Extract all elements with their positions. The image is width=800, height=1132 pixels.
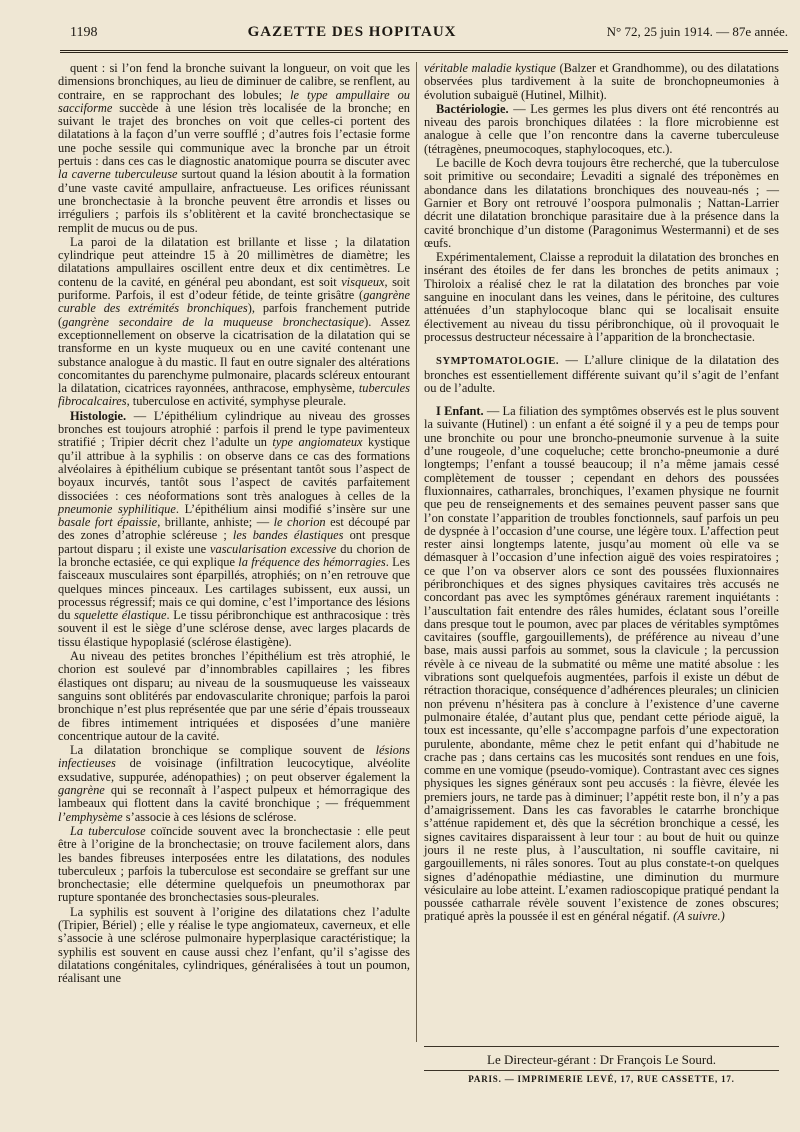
- paragraph: [58, 62, 410, 235]
- paragraph: [58, 410, 410, 649]
- body-text: Expérimentalement, Claisse a reproduit la dilatation des bronches en insérant des étoiles de fer dans les bronches de petits animaux ; Thiroloix a réalisé chez le rat la dilatation des bronches par voie sanguine en inoculant dans les veines, dans le péritoine, des cultures atténuées d’un staphylocoque blanc qui se localisait ensuite électivement au niveau du tissu péribronchique, où il provoquait le processus destructeur nécessaire à l’apparition de la bronchectasie.: [424, 250, 779, 344]
- paragraph: [58, 744, 410, 824]
- paragraph: [424, 251, 779, 344]
- italic-text: type angiomateux: [272, 435, 363, 450]
- body-text: — L’allure clinique de la dilatation des bronches est essentiellement différente suivant qu’il s’agit de l’enfant ou de l’adulte.: [424, 353, 779, 395]
- body-text: . L’épithélium ainsi modifié s’insère sur une: [175, 501, 411, 516]
- body-text: kystique qu’il attribue à la syphilis : on observe dans ce cas des formations alvéolaires à épithélium cubique se présentant tantôt sous l’aspect de boyaux incurvés, tantôt sous l’aspect de cavités parfaitement dissociées : ces néoformations sont très analogues à celles de la: [58, 435, 410, 503]
- body-text: . Le tissu péribronchique est anthracosique : très souvent il est le siège d’une sclérose dense, avec larges placards de tissu élastique hypoplasié (sclérose élastigène).: [58, 608, 410, 649]
- italic-text: tubercules fibrocalcaires: [58, 381, 410, 409]
- italic-text: la fréquence des hémorragies: [238, 554, 386, 569]
- italic-text: l’emphysème: [58, 809, 123, 824]
- page-header: [70, 24, 788, 50]
- imprimerie-line: PARIS. — IMPRIMERIE LEVÉ, 17, RUE CASSETTE, 17.: [468, 1074, 735, 1084]
- heading-text: Histologie.: [70, 408, 127, 423]
- heading-text: SYMPTOMATOLOGIE.: [436, 356, 560, 368]
- italic-text: (A suivre.): [673, 909, 725, 924]
- body-text: est découpé par des zones d’atrophie scléreuse ;: [58, 515, 410, 543]
- issue-info: N° 72, 25 juin 1914. — 87e année.: [606, 24, 788, 39]
- italic-text: gangrène curable des extrémités bronchiques: [58, 288, 410, 316]
- body-text: — La filiation des symptômes observés est le plus souvent la suivante (Hutinel) : un enfant a été soigné il y a peu de temps pour une bronchite ou pour une broncho-pneumonie survenue à la suite d’une rougeole, d’une coqueluche; cette broncho-pneumonie a duré longtemps; l’enfant a toussé beaucoup; il n’a même jamais cessé complètement de tousser ; cependant en dehors des poussées fluxionnaires, catharrales, bronchiques, l’examen physique ne fournit que peu de renseignements et des semaines peuvent passer sans que l’on constate l’apparition de troubles fonctionnels, sauf parfois un peu de dyspnée à l’occasion d’une course, une légère toux. L’affection peut rester ainsi longtemps latente, jusqu’au moment où elle va se démasquer à l’occasion d’une infection aiguë des voies respiratoires ; ce que l’on va observer alors ce sont des poussées fluxionnaires péribronchiques et des signes physiques cavitaires très accusés ne concordant pas avec les symptômes généraux rarement inquiétants : l’auscultation fait entendre des râles humides, éclatant sous l’oreille dans presque tout le poumon, avec par places de véritables symptômes cavitaires (souffle, gargouillements), de préférence au niveau d’une base, mais aussi parfois au sommet, sous la clavicule ; la percussion révèle à ce niveau de la submatité ou même une matité absolue : les vibrations sont quelquefois augmentées, parfois il existe un début de rétraction thoracique, conséquence d’adhérences pleurales; un clinicien non prévenu n’hésitera pas à conclure à l’existence d’une caverne pulmonaire étalée, d’autant plus que, pendant cette période aiguë, la toux est incessante, qu’elle s’accompagne parfois d’une expectoration purulente, abondante, même chez le petit enfant qui d’habitude ne crache pas ; dans certains cas les mucosités sont rendues en une fois, comme en une vomique (pseudo-vomique). Contrastant avec ces signes physiques les signes généraux sont peu accusés : la fièvre, élevée les premiers jours, ne tarde pas à diminuer; l’appétit reste bon, il n’y a pas d’amaigrissement. Dans les cas favorables le catarrhe bronchique s’atténue rapidement et, dès que la sécrétion bronchique a cessé, les signes cavitaires disparaissent à leur tour : au bout de huit ou quinze jours il ne reste plus, à l’auscultation, ni souffle cavitaire, ni gargouillements, ni râles sonores. Tout au plus constate-t-on quelques signes d’adénopathie médiastine, une diminution du murmure vésiculaire au lobe atteint. L’examen radioscopique pratiqué pendant la poussée catharrale révèle souvent l’existence de zones obscures; pratiqué après la poussée il est en général négatif.: [424, 404, 780, 924]
- paragraph: [424, 103, 779, 156]
- body-text: Le bacille de Koch devra toujours être recherché, que la tuberculose soit primitive ou secondaire; Levaditi a signalé des tréponèmes en abondance dans les dilatations bronchiques des nouveau-nés ; — Garnier et Bory ont retrouvé l’oospora pulmonalis ; Nattan-Larrier décrit une dilatation bronchique parasitaire due à la présence dans la cavité bronchique d’un distome (Paragonimus Westermanni) et de ses œufs.: [424, 156, 779, 250]
- italic-text: la caverne tuberculeuse: [58, 167, 178, 182]
- body-text: quent : si l’on fend la bronche suivant la longueur, on voit que les dimensions bronchiques, au lieu de diminuer de calibre, se renflent, au contraire, en se rapprochant des lobules;: [58, 61, 410, 102]
- right-column: [424, 62, 779, 925]
- italic-text: gangrène secondaire de la muqueuse bronchectasique: [62, 314, 365, 329]
- heading-text: Bactériologie.: [436, 101, 509, 116]
- left-column: [58, 62, 410, 986]
- footer-rule-bottom: [424, 1070, 779, 1071]
- paragraph: [424, 62, 779, 102]
- body-text: de voisinage (infiltration leucocytique, alvéolite exsudative, suppurée, adénopathies) ; on peut observer également la: [58, 756, 410, 784]
- italic-text: le type ampullaire ou sacciforme: [58, 87, 410, 115]
- body-text: — Les germes les plus divers ont été rencontrés au niveau des parois bronchiques dilatées : la flore microbienne est analogue à celle que l’on rencontre dans la caverne tuberculeuse (tétragènes, pneumocoques, staphylocoques, etc.).: [424, 101, 779, 156]
- italic-text: visqueux: [341, 274, 385, 289]
- italic-text: véritable maladie kystique: [424, 61, 556, 75]
- heading-text: I Enfant.: [436, 404, 484, 419]
- journal-title: GAZETTE DES HOPITAUX: [247, 24, 457, 40]
- body-text: La dilatation bronchique se complique souvent de: [70, 743, 376, 758]
- paragraph: [424, 354, 779, 395]
- italic-text: gangrène: [58, 783, 105, 798]
- body-text: La paroi de la dilatation est brillante et lisse ; la dilatation cylindrique peut atteindre 15 à 20 millimètres de diamètre; les dilatations ampullaires oscillent entre deux et dix centimètres. Le contenu de la cavité, en général peu abondant, est soit: [58, 234, 410, 289]
- italic-text: squelette élastique: [74, 608, 167, 623]
- body-text: ). Assez exceptionnellement on observe la cicatrisation de la dilatation qui se transforme en un kyste muqueux ou en une cavité contenant une substance analogue à du mastic. Il faut en outre signaler des altérations concomitantes du parenchyme pulmonaire, placards scléreux entourant la dilatation, cicatrices rayonnées, anthracose, emphysème,: [58, 314, 410, 396]
- body-text: succède à une lésion très localisée de la bronche; en suivant le trajet des bronches on voit que celles-ci portent des dilatations à la façon d’un verre soufflé ; d’autres fois l’ectasie forme une poche sessile qui communique avec la bronche par un étroit pertuis : dans ces cas le diagnostic anatomique pourra se discuter avec: [58, 100, 410, 169]
- paragraph: [58, 650, 410, 743]
- italic-text: les bandes élastiques: [232, 528, 344, 543]
- body-text: coïncide souvent avec la bronchectasie : elle peut être à l’origine de la bronchectasie; on trouve facilement alors, dans les bandes fibreuses interposées entre les dilatations, des nodules tuberculeux ; parfois la tuberculose est secondaire se greffant sur une bronchectasie; elle détermine quelquefois un pneumothorax par rupture spontanée des bronchectasies sous-pleurales.: [58, 823, 410, 905]
- column-divider: [416, 62, 417, 1042]
- body-text: (Balzer et Grandhomme), ou des dilatations observées plus tardivement à la suite de bronchopneumonies à évolution subaiguë (Hutinel, Milhit).: [424, 61, 779, 102]
- paragraph: [424, 157, 779, 250]
- gerant-line: Le Directeur-gérant : Dr François Le Sourd.: [487, 1052, 716, 1067]
- paragraph: [58, 236, 410, 409]
- italic-text: basale fort épaissie: [58, 515, 158, 530]
- italic-text: le chorion: [273, 515, 326, 530]
- body-text: La syphilis est souvent à l’origine des dilatations chez l’adulte (Tripier, Bériel) ; elle y réalise le type angiomateux, caverneux, et elle s’associe à une sclérose pulmonaire hyperplasique caractéristique; la syphilis est souvent en cause aussi chez l’enfant, qu’il s’agisse des dilatations congénitales, cylindriques, généralisées à tout un poumon, réalisant une: [58, 904, 410, 986]
- body-text: , soit puriforme. Parfois, il est d’odeur fétide, de teinte grisâtre (: [58, 274, 410, 303]
- paragraph: [58, 906, 410, 986]
- body-text: , brillante, anhiste; —: [157, 515, 274, 530]
- italic-text: La tuberculose: [70, 823, 146, 838]
- paragraph: [424, 405, 779, 924]
- paragraph: [58, 825, 410, 905]
- italic-text: vascularisation excessive: [210, 541, 337, 556]
- italic-text: lésions infectieuses: [58, 743, 410, 771]
- body-text: ont presque partout disparu ; il existe une: [58, 528, 411, 556]
- body-text: — L’épithélium cylindrique au niveau des grosses bronches est toujours atrophié : parfois il prend le type pavimenteux stratifié ; Tripier décrit chez l’adulte un: [58, 408, 410, 450]
- body-text: surtout quand la lésion aboutit à la formation d’une vaste cavité ampullaire, anfractueuse. Les orifices réunissant une bronchectasie à la bronche peuvent être arrondis et lisses ou irréguliers ; parfois ils s’oblitèrent et la cavité bronchectasique se remplit de mucus ou de pus.: [58, 167, 410, 235]
- footer-rule-top: [424, 1046, 779, 1047]
- body-text: qui se reconnaît à l’aspect pulpeux et hémorragique des lambeaux qui flottent dans la cavité bronchique ; — fréquemment: [58, 783, 410, 811]
- body-text: , tuberculose en activité, symphyse pleurale.: [126, 394, 347, 409]
- page-number: 1198: [70, 25, 98, 40]
- body-text: . Les faisceaux musculaires sont éparpillés, atrophiés; on n’en retrouve que quelques minces pinceaux. Les cartilages subissent, eux aussi, un processus régressif; mais ce qui domine, c’est l’importance des lésions du: [58, 554, 410, 623]
- body-text: du chorion de la bronche ectasiée, ce qui explique: [58, 541, 411, 569]
- body-text: ), parfois franchement putride (: [58, 301, 410, 329]
- body-text: s’associe à ces lésions de sclérose.: [122, 809, 297, 824]
- italic-text: pneumonie syphilitique: [58, 501, 176, 516]
- header-rule: [60, 50, 788, 53]
- body-text: Au niveau des petites bronches l’épithélium est très atrophié, le chorion est soulevé par d’innombrables capillaires ; les fibres élastiques ont disparu; au niveau de la sousmuqueuse les vaisseaux sanguins sont oblitérés par endovascularite chronique; parfois la paroi bronchique n’est plus représentée que par une série d’épais trousseaux de fibres intimement intriquées et disposées d’une manière concentrique autour de la cavité.: [58, 649, 410, 743]
